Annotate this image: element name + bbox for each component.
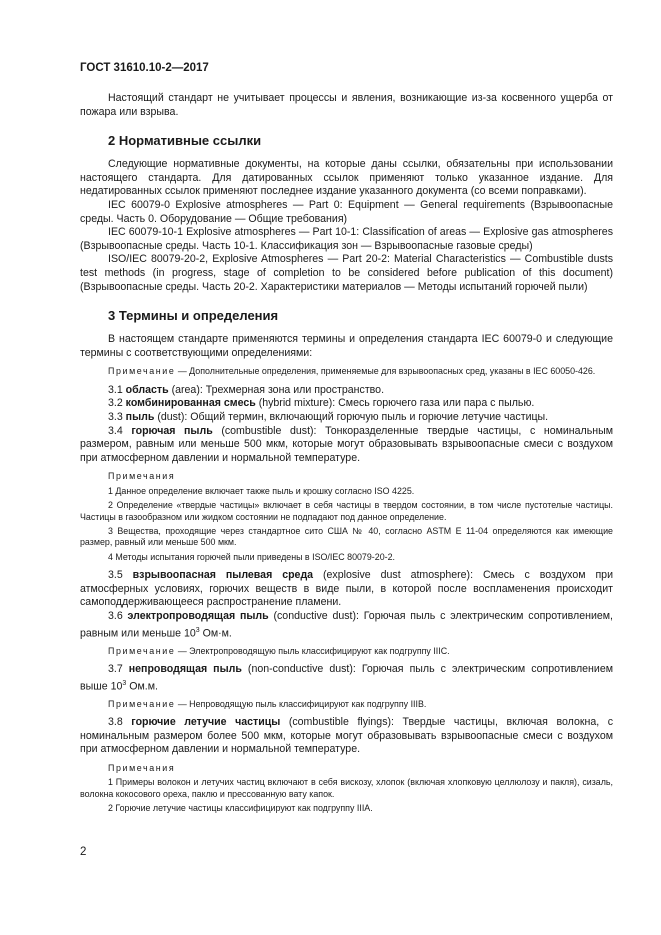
term-name: пыль <box>125 410 155 423</box>
term-name: горючая пыль <box>131 424 213 437</box>
term-name: область <box>125 383 169 396</box>
section-3-title: 3 Термины и определения <box>108 308 279 324</box>
term-number: 3.2 <box>108 397 126 410</box>
ref-iec-60079-10-1: IEC 60079-10-1 Explosive atmospheres — Part 10-1: Classification of areas — Explosive gas atmospheres (Взрывоопасные среды. Часть 10-1. Классификация зон — Взрывоопасные газовые среды) <box>80 226 613 252</box>
term-name: взрывоопасная пылевая среда <box>132 569 314 582</box>
term-3-1 <box>80 384 613 398</box>
note-label: Примечание <box>108 645 176 656</box>
term-unit: Ом·м. <box>199 627 232 640</box>
term-name: электропроводящая пыль <box>127 609 269 622</box>
term-3-3 <box>80 411 613 425</box>
note-additional-definitions <box>80 366 613 377</box>
section-3-intro: В настоящем стандарте применяются термины и определения стандарта IEC 60079-0 и следующие термины с соответствующими определениями: <box>80 333 613 359</box>
term-3-6 <box>80 610 613 641</box>
ref-iso-iec-80079-20-2: ISO/IEC 80079-20-2, Explosive Atmospheres — Part 20-2: Material Characteristics — Combustible dusts test methods (in progress, stage of completion to be considered before publication of this document) (Взрывоопасные среды. Часть 20-2. Характеристики материалов — Методы испытаний горючей пыли) <box>80 253 613 293</box>
term-definition: (combustible flyings): Твердые частицы, включая волокна, с номинальным размером более 500 мкм, которые могут образовывать взрывоопасные смеси с воздухом при атмосферном давлении и нормальной температуре. <box>80 716 614 756</box>
page-number: 2 <box>80 846 87 858</box>
note-text: — Электропроводящую пыль классифицируют как подгруппу IIIC. <box>175 645 450 656</box>
ref-iec-60079-0: IEC 60079-0 Explosive atmospheres — Part 0: Equipment — General requirements (Взрывоопасные среды. Часть 0. Оборудование — Общие требования) <box>80 198 613 225</box>
term-definition: (non-conductive dust): Горючая пыль с электрическим сопротивлением выше 10 <box>80 663 613 693</box>
term-number: 3.4 <box>108 424 132 437</box>
note-text: — Непроводящую пыль классифицируют как подгруппу IIIB. <box>175 698 427 709</box>
section-2-title: 2 Нормативные ссылки <box>108 133 262 149</box>
term-number: 3.8 <box>108 716 132 729</box>
note-item: 1 Данное определение включает также пыль и крошку согласно ISO 4225. <box>108 485 415 496</box>
term-definition: (conductive dust): Горючая пыль с электрическим сопротивлением, равным или меньше 10 <box>80 609 613 640</box>
note-item: 4 Методы испытания горючей пыли приведены в ISO/IEC 80079-20-2. <box>108 551 395 562</box>
term-name: горючие летучие частицы <box>131 716 281 729</box>
term-number: 3.3 <box>108 410 126 423</box>
term-unit: Ом.м. <box>126 680 158 693</box>
term-definition: (dust): Общий термин, включающий горючую пыль и горючие летучие частицы. <box>154 410 549 423</box>
term-definition: (hybrid mixture): Смесь горючего газа или пара с пылью. <box>255 397 535 410</box>
term-3-8 <box>80 716 613 757</box>
term-number: 3.6 <box>108 609 128 622</box>
section-2-intro: Следующие нормативные документы, на которые даны ссылки, обязательны при использовании настоящего стандарта. Для датированных ссылок применяют только указанное издание. Для недатированных ссылок применяют последнее издание указанного документа (со всеми поправками). <box>80 158 613 198</box>
term-name: непроводящая пыль <box>128 663 242 676</box>
exponent: 3 <box>195 626 200 634</box>
note-label: Примечание <box>108 698 176 709</box>
exponent: 3 <box>122 679 127 687</box>
note-item: 2 Горючие летучие частицы классифицируют как подгруппу IIIA. <box>108 803 373 814</box>
term-3-2 <box>80 397 613 411</box>
note-item: 3 Вещества, проходящие через стандартное сито США № 40, согласно ASTM E 11-04 определяются как имеющие размер, равный или меньше 500 мкм. <box>80 525 613 548</box>
term-definition: (area): Трехмерная зона или пространство. <box>168 383 385 396</box>
term-3-7 <box>80 663 613 694</box>
term-name: комбинированная смесь <box>125 397 256 410</box>
note-conductive-dust <box>80 646 613 657</box>
term-3-4 <box>80 425 613 466</box>
page-header: ГОСТ 31610.10-2—2017 <box>80 62 209 74</box>
term-definition: (explosive dust atmosphere): Смесь с воздухом при атмосферных условиях, горючих веществ в виде пыли, в которой после воспламенения происходит самоподдерживающееся распространение пламени. <box>80 569 613 609</box>
note-text: — Дополнительные определения, применяемые для взрывоопасных сред, указаны в IEC 60050-426. <box>175 366 596 377</box>
page-content <box>80 92 613 815</box>
term-number: 3.7 <box>108 663 129 676</box>
term-number: 3.1 <box>108 383 126 396</box>
note-non-conductive-dust <box>80 699 613 710</box>
note-item: 1 Примеры волокон и летучих частиц включают в себя вискозу, хлопок (включая хлопковую целлюлозу и пакля), сизаль, волокна кокосового ореха, паклю и прессованную вату капок. <box>80 777 613 799</box>
note-label: Примечание <box>108 366 176 377</box>
term-number: 3.5 <box>108 569 133 582</box>
notes-heading: Примечания <box>108 762 176 773</box>
notes-heading: Примечания <box>108 471 176 482</box>
intro-paragraph: Настоящий стандарт не учитывает процессы и явления, возникающие из-за косвенного ущерба от пожара или взрыва. <box>80 92 613 118</box>
term-definition: (combustible dust): Тонкоразделенные твердые частицы, с номинальным размером, равным или меньше 500 мкм, которые могут образовывать взрывоопасные смеси с воздухом при атмосферном давлении и нормальной температуре. <box>80 424 613 464</box>
term-3-5 <box>80 569 613 610</box>
note-item: 2 Определение «твердые частицы» включает в себя частицы в твердом состоянии, в том числе пустотелые частицы. Частицы в газообразном или жидком состоянии не подпадают под данное определение. <box>80 500 613 522</box>
